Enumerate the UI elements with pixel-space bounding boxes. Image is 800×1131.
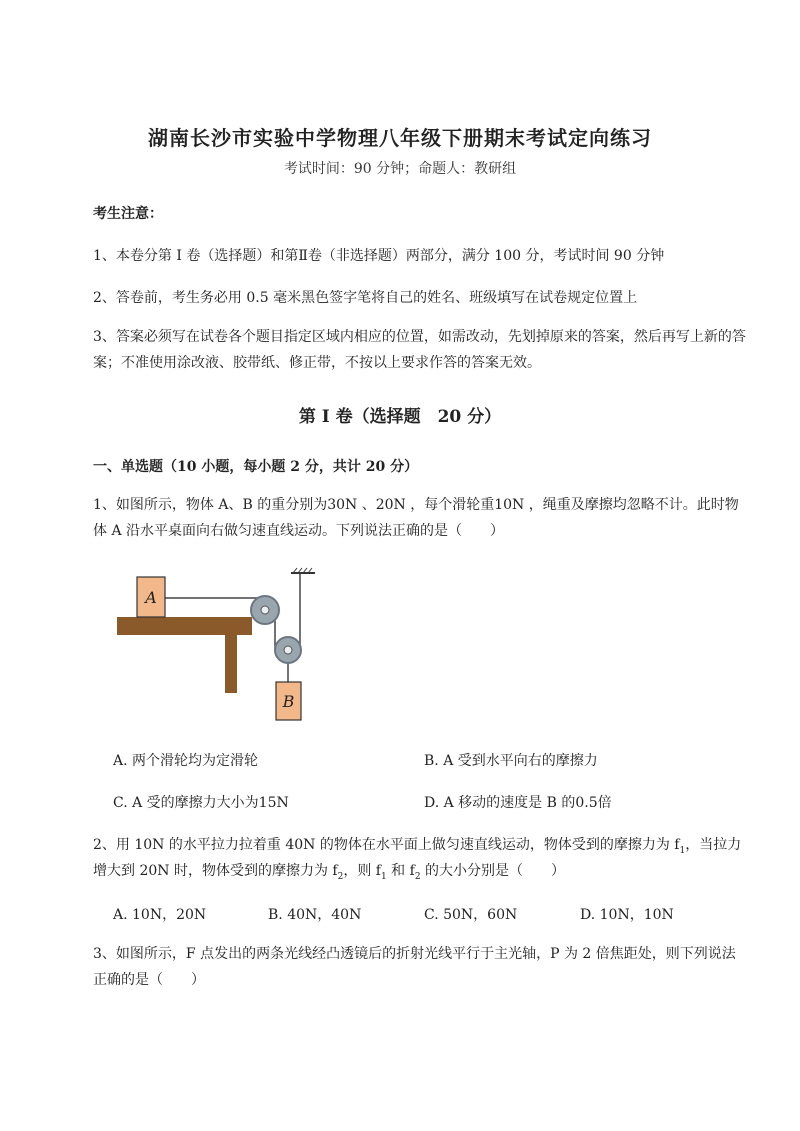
q1-option-a[interactable]: A. 两个滑轮均为定滑轮 <box>113 753 259 769</box>
notice-heading: 考生注意： <box>93 206 163 222</box>
question-1-text: 1、如图所示，物体 A、B 的重分别为30N 、20N ，每个滑轮重10N ，绳重及摩擦均忽略不计。此时物体 A 沿水平桌面向右做匀速直线运动。下列说法正确的是（ ） <box>93 497 739 539</box>
page-title: 湖南长沙市实验中学物理八年级下册期末考试定向练习 <box>148 126 652 150</box>
question-2-line-1: 2、用 10N 的水平拉力拉着重 40N 的物体在水平面上做匀速直线运动，物体受到的摩擦力为 $f_1$，当拉力 <box>93 837 742 856</box>
block-a-label: A <box>145 588 157 607</box>
notice-item-1: 1、本卷分第 I 卷（选择题）和第Ⅱ卷（非选择题）两部分，满分 100 分，考试时间 90 分钟 <box>93 248 665 264</box>
pulley-figure <box>115 565 325 730</box>
q2-option-b[interactable]: B. 40N，40N <box>268 907 362 923</box>
q1-option-b[interactable]: B. A 受到水平向右的摩擦力 <box>424 753 598 769</box>
part-heading: 一、单选题（10 小题，每小题 2 分，共计 20 分） <box>93 459 419 475</box>
q1-option-d[interactable]: D. A 移动的速度是 B 的0.5倍 <box>424 795 612 811</box>
q2-option-a[interactable]: A. 10N，20N <box>113 907 207 923</box>
question-2-line-2: 增大到 20N 时，物体受到的摩擦力为 $f_2$，则 $f_1$ 和 $f_2$ 的大小分别是（ ） <box>93 863 565 882</box>
table-leg <box>225 627 237 693</box>
q2-option-c[interactable]: C. 50N，60N <box>424 907 518 923</box>
notice-item-2: 2、答卷前，考生务必用 0.5 毫米黑色签字笔将自己的姓名、班级填写在试卷规定位置上 <box>93 290 638 306</box>
exam-info: 考试时间：90 分钟；命题人：教研组 <box>283 161 517 177</box>
section-title: 第 I 卷（选择题 20 分） <box>298 407 502 427</box>
q1-option-c[interactable]: C. A 受的摩擦力大小为15N <box>113 795 289 811</box>
q2-option-d[interactable]: D. 10N，10N <box>580 907 674 923</box>
block-b-label: B <box>282 692 295 711</box>
question-3-text: 3、如图所示，F 点发出的两条光线经凸透镜后的折射光线平行于主光轴，P 为 2 倍焦距处，则下列说法正确的是（ ） <box>93 946 736 988</box>
notice-item-3: 3、答案必须写在试卷各个题目指定区域内相应的位置，如需改动，先划掉原来的答案，然后再写上新的答案；不准使用涂改液、胶带纸、修正带，不按以上要求作答的答案无效。 <box>93 329 746 371</box>
